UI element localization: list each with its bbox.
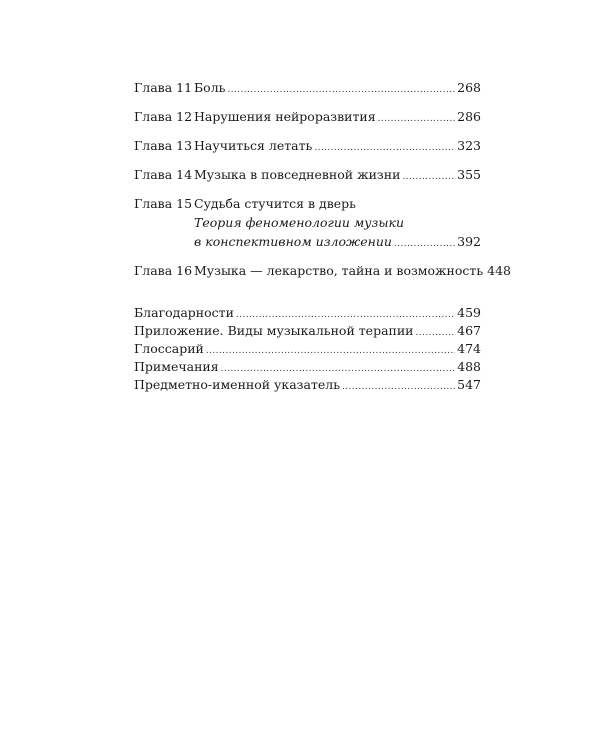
chapter-title: Музыка — лекарство, тайна и возможность <box>194 263 484 278</box>
chapter-subtitle: в конспективном изложении <box>194 234 392 249</box>
back-matter-title: Глоссарий <box>134 341 204 356</box>
toc-line <box>194 165 481 187</box>
chapter-body <box>194 261 511 283</box>
dot-leader <box>221 361 456 377</box>
page-number: 547 <box>457 377 481 392</box>
dot-leader <box>394 235 455 254</box>
toc-back-glossary[interactable] <box>134 341 481 359</box>
back-matter-title: Благодарности <box>134 305 234 320</box>
page-number: 488 <box>457 359 481 374</box>
toc-chapter-11[interactable] <box>134 78 481 100</box>
chapter-subtitle: Теория феноменологии музыки <box>194 215 405 230</box>
table-of-contents <box>134 78 511 395</box>
dot-leader <box>206 343 455 359</box>
page-number: 467 <box>457 323 481 338</box>
back-matter-title: Предметно-именной указатель <box>134 377 341 392</box>
page-number: 392 <box>457 234 481 249</box>
chapter-title: Нарушения нейроразвития <box>194 109 376 124</box>
dot-leader <box>227 81 455 100</box>
chapter-body <box>194 78 481 100</box>
back-matter-title: Примечания <box>134 359 219 374</box>
back-matter-title: Приложение. Виды музыкальной терапии <box>134 323 414 338</box>
toc-chapter-14[interactable] <box>134 165 481 187</box>
toc-back-notes[interactable] <box>134 359 481 377</box>
dot-leader <box>342 379 455 395</box>
chapter-label: Глава 12 <box>134 109 193 124</box>
chapter-label: Глава 16 <box>134 263 193 278</box>
chapter-label: Глава 14 <box>134 167 193 182</box>
toc-back-appendix[interactable] <box>134 323 481 341</box>
dot-leader <box>402 168 455 187</box>
toc-chapter-13[interactable] <box>134 136 481 158</box>
page-number: 459 <box>457 305 481 320</box>
page-number: 355 <box>457 167 481 182</box>
dot-leader <box>378 110 456 129</box>
chapter-title: Музыка в повседневной жизни <box>194 167 401 182</box>
toc-line <box>194 213 481 232</box>
toc-back-index[interactable] <box>134 377 481 395</box>
toc-back-acknowledgements[interactable] <box>134 305 481 323</box>
chapter-body <box>194 194 481 254</box>
page-number: 474 <box>457 341 481 356</box>
dot-leader <box>314 139 455 158</box>
dot-leader <box>236 307 455 323</box>
chapter-label: Глава 13 <box>134 138 193 153</box>
page-number: 286 <box>457 109 481 124</box>
chapter-title: Научиться летать <box>194 138 313 153</box>
chapter-label: Глава 15 <box>134 196 193 211</box>
chapter-label: Глава 11 <box>134 80 193 95</box>
toc-line <box>194 78 481 100</box>
toc-chapter-16[interactable] <box>134 261 511 283</box>
page-number: 268 <box>457 80 481 95</box>
toc-line <box>194 136 481 158</box>
chapter-title: Боль <box>194 80 226 95</box>
chapter-body <box>194 136 481 158</box>
toc-chapter-12[interactable] <box>134 107 481 129</box>
toc-line <box>194 261 511 283</box>
toc-line <box>194 107 481 129</box>
chapter-body <box>194 165 481 187</box>
back-matter-list <box>134 305 481 395</box>
toc-chapter-15[interactable] <box>134 194 481 254</box>
page-number: 323 <box>457 138 481 153</box>
toc-line <box>194 194 481 213</box>
page-number: 448 <box>487 263 511 278</box>
chapter-body <box>194 107 481 129</box>
dot-leader <box>416 325 456 341</box>
chapter-title: Судьба стучится в дверь <box>194 196 356 211</box>
toc-line <box>194 232 481 254</box>
